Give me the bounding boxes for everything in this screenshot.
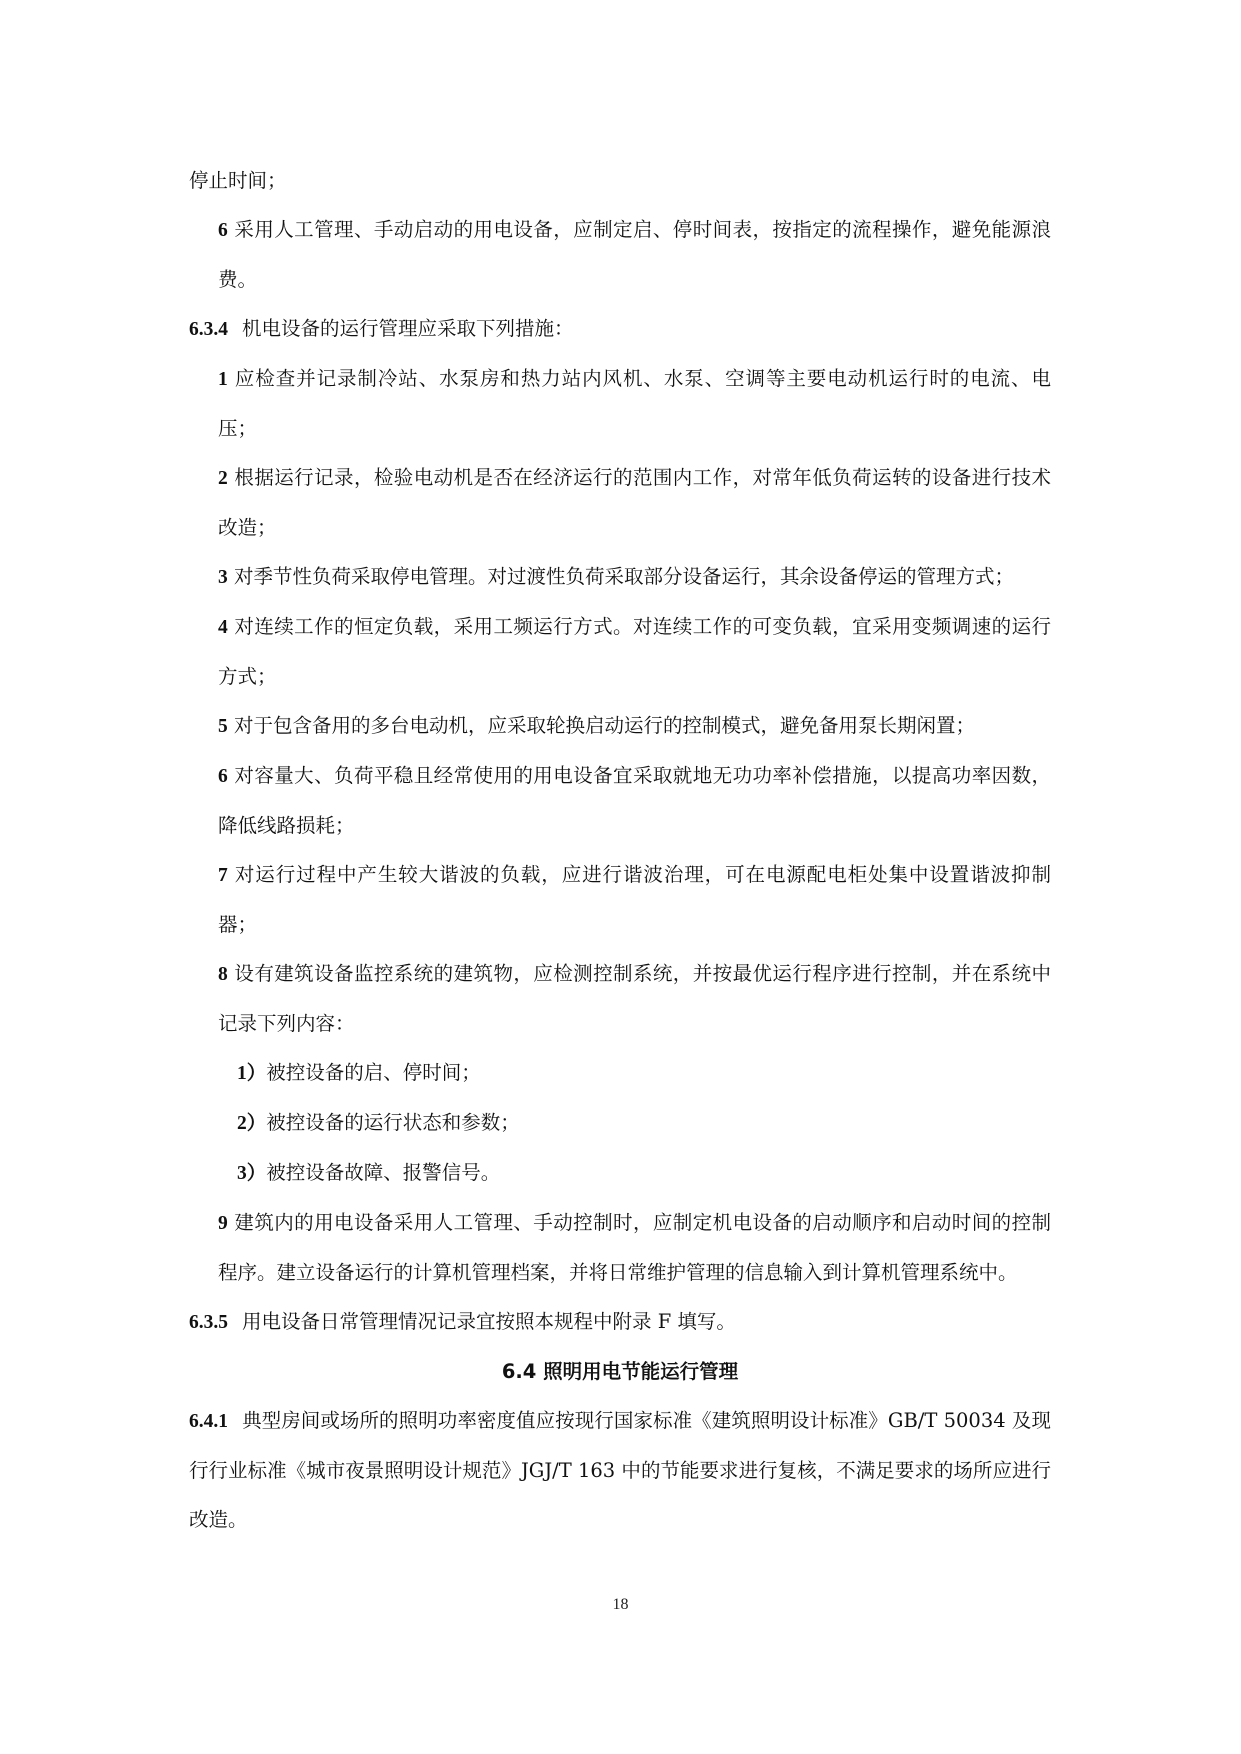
sub-list-item	[189, 1148, 1051, 1198]
item-number: 6	[218, 220, 228, 241]
item-text: 对容量大、负荷平稳且经常使用的用电设备宜采取就地无功功率补偿措施，以提高功率因数，降低线路损耗；	[218, 764, 1051, 837]
page-number: 18	[612, 1596, 629, 1613]
list-item	[189, 453, 1051, 552]
subitem-text: 被控设备的启、停时间；	[266, 1061, 481, 1084]
clause-text: 用电设备日常管理情况记录宜按照本规程中附录 F 填写。	[242, 1310, 736, 1333]
list-item	[189, 751, 1051, 850]
list-item	[189, 949, 1051, 1048]
section-heading: 6.4 照明用电节能运行管理	[501, 1360, 739, 1383]
continuation-text: 停止时间；	[189, 169, 287, 192]
item-text: 设有建筑设备监控系统的建筑物，应检测控制系统，并按最优运行程序进行控制，并在系统中记录下列内容：	[218, 962, 1051, 1035]
subitem-number: 3）	[237, 1163, 267, 1184]
item-text: 采用人工管理、手动启动的用电设备，应制定启、停时间表，按指定的流程操作，避免能源浪费。	[218, 218, 1051, 291]
list-item	[189, 1198, 1051, 1297]
clause-text: 典型房间或场所的照明功率密度值应按现行国家标准《建筑照明设计标准》GB/T 50034 及现行行业标准《城市夜景照明设计规范》JGJ/T 163 中的节能要求进行复核，不满足要求的场所应进行改造。	[189, 1409, 1051, 1531]
item-text: 建筑内的用电设备采用人工管理、手动控制时，应制定机电设备的启动顺序和启动时间的控制程序。建立设备运行的计算机管理档案，并将日常维护管理的信息输入到计算机管理系统中。	[218, 1211, 1051, 1284]
sub-list-item	[189, 1048, 1051, 1098]
subitem-text: 被控设备故障、报警信号。	[266, 1161, 501, 1184]
clause-number: 6.3.5	[189, 1312, 228, 1333]
item-number: 3	[218, 567, 228, 588]
clause-number: 6.4.1	[189, 1411, 228, 1432]
sub-list-item	[189, 1098, 1051, 1148]
item-text: 对于包含备用的多台电动机，应采取轮换启动运行的控制模式，避免备用泵长期闲置；	[233, 714, 975, 737]
clause-6-3-5	[189, 1297, 1051, 1347]
clause-6-3-4	[189, 304, 1051, 354]
item-text: 对季节性负荷采取停电管理。对过渡性负荷采取部分设备运行，其余设备停运的管理方式；	[233, 565, 1014, 588]
clause-number: 6.3.4	[189, 319, 228, 340]
subitem-number: 1）	[237, 1063, 267, 1084]
list-item	[189, 850, 1051, 949]
item-number: 4	[218, 617, 228, 638]
item-number: 6	[218, 766, 228, 787]
item-text: 根据运行记录，检验电动机是否在经济运行的范围内工作，对常年低负荷运转的设备进行技术改造；	[218, 466, 1051, 539]
item-number: 8	[218, 964, 228, 985]
item-number: 5	[218, 716, 228, 737]
item-number: 7	[218, 865, 228, 886]
clause-text: 机电设备的运行管理应采取下列措施：	[242, 317, 574, 340]
item-text: 对连续工作的恒定负载，采用工频运行方式。对连续工作的可变负载，宜采用变频调速的运行方式；	[218, 615, 1051, 688]
subitem-text: 被控设备的运行状态和参数；	[266, 1111, 520, 1134]
list-item	[189, 354, 1051, 453]
item-text: 应检查并记录制冷站、水泵房和热力站内风机、水泵、空调等主要电动机运行时的电流、电压；	[218, 367, 1051, 440]
item-text: 对运行过程中产生较大谐波的负载，应进行谐波治理，可在电源配电柜处集中设置谐波抑制器；	[218, 863, 1051, 936]
item-number: 9	[218, 1213, 228, 1234]
list-item	[189, 552, 1051, 602]
clause-6-4-1	[189, 1396, 1051, 1544]
list-item	[189, 602, 1051, 701]
list-item	[189, 205, 1051, 304]
subitem-number: 2）	[237, 1113, 267, 1134]
list-item	[189, 701, 1051, 751]
item-number: 2	[218, 468, 228, 489]
item-number: 1	[218, 369, 228, 390]
page-content	[189, 156, 1051, 1544]
